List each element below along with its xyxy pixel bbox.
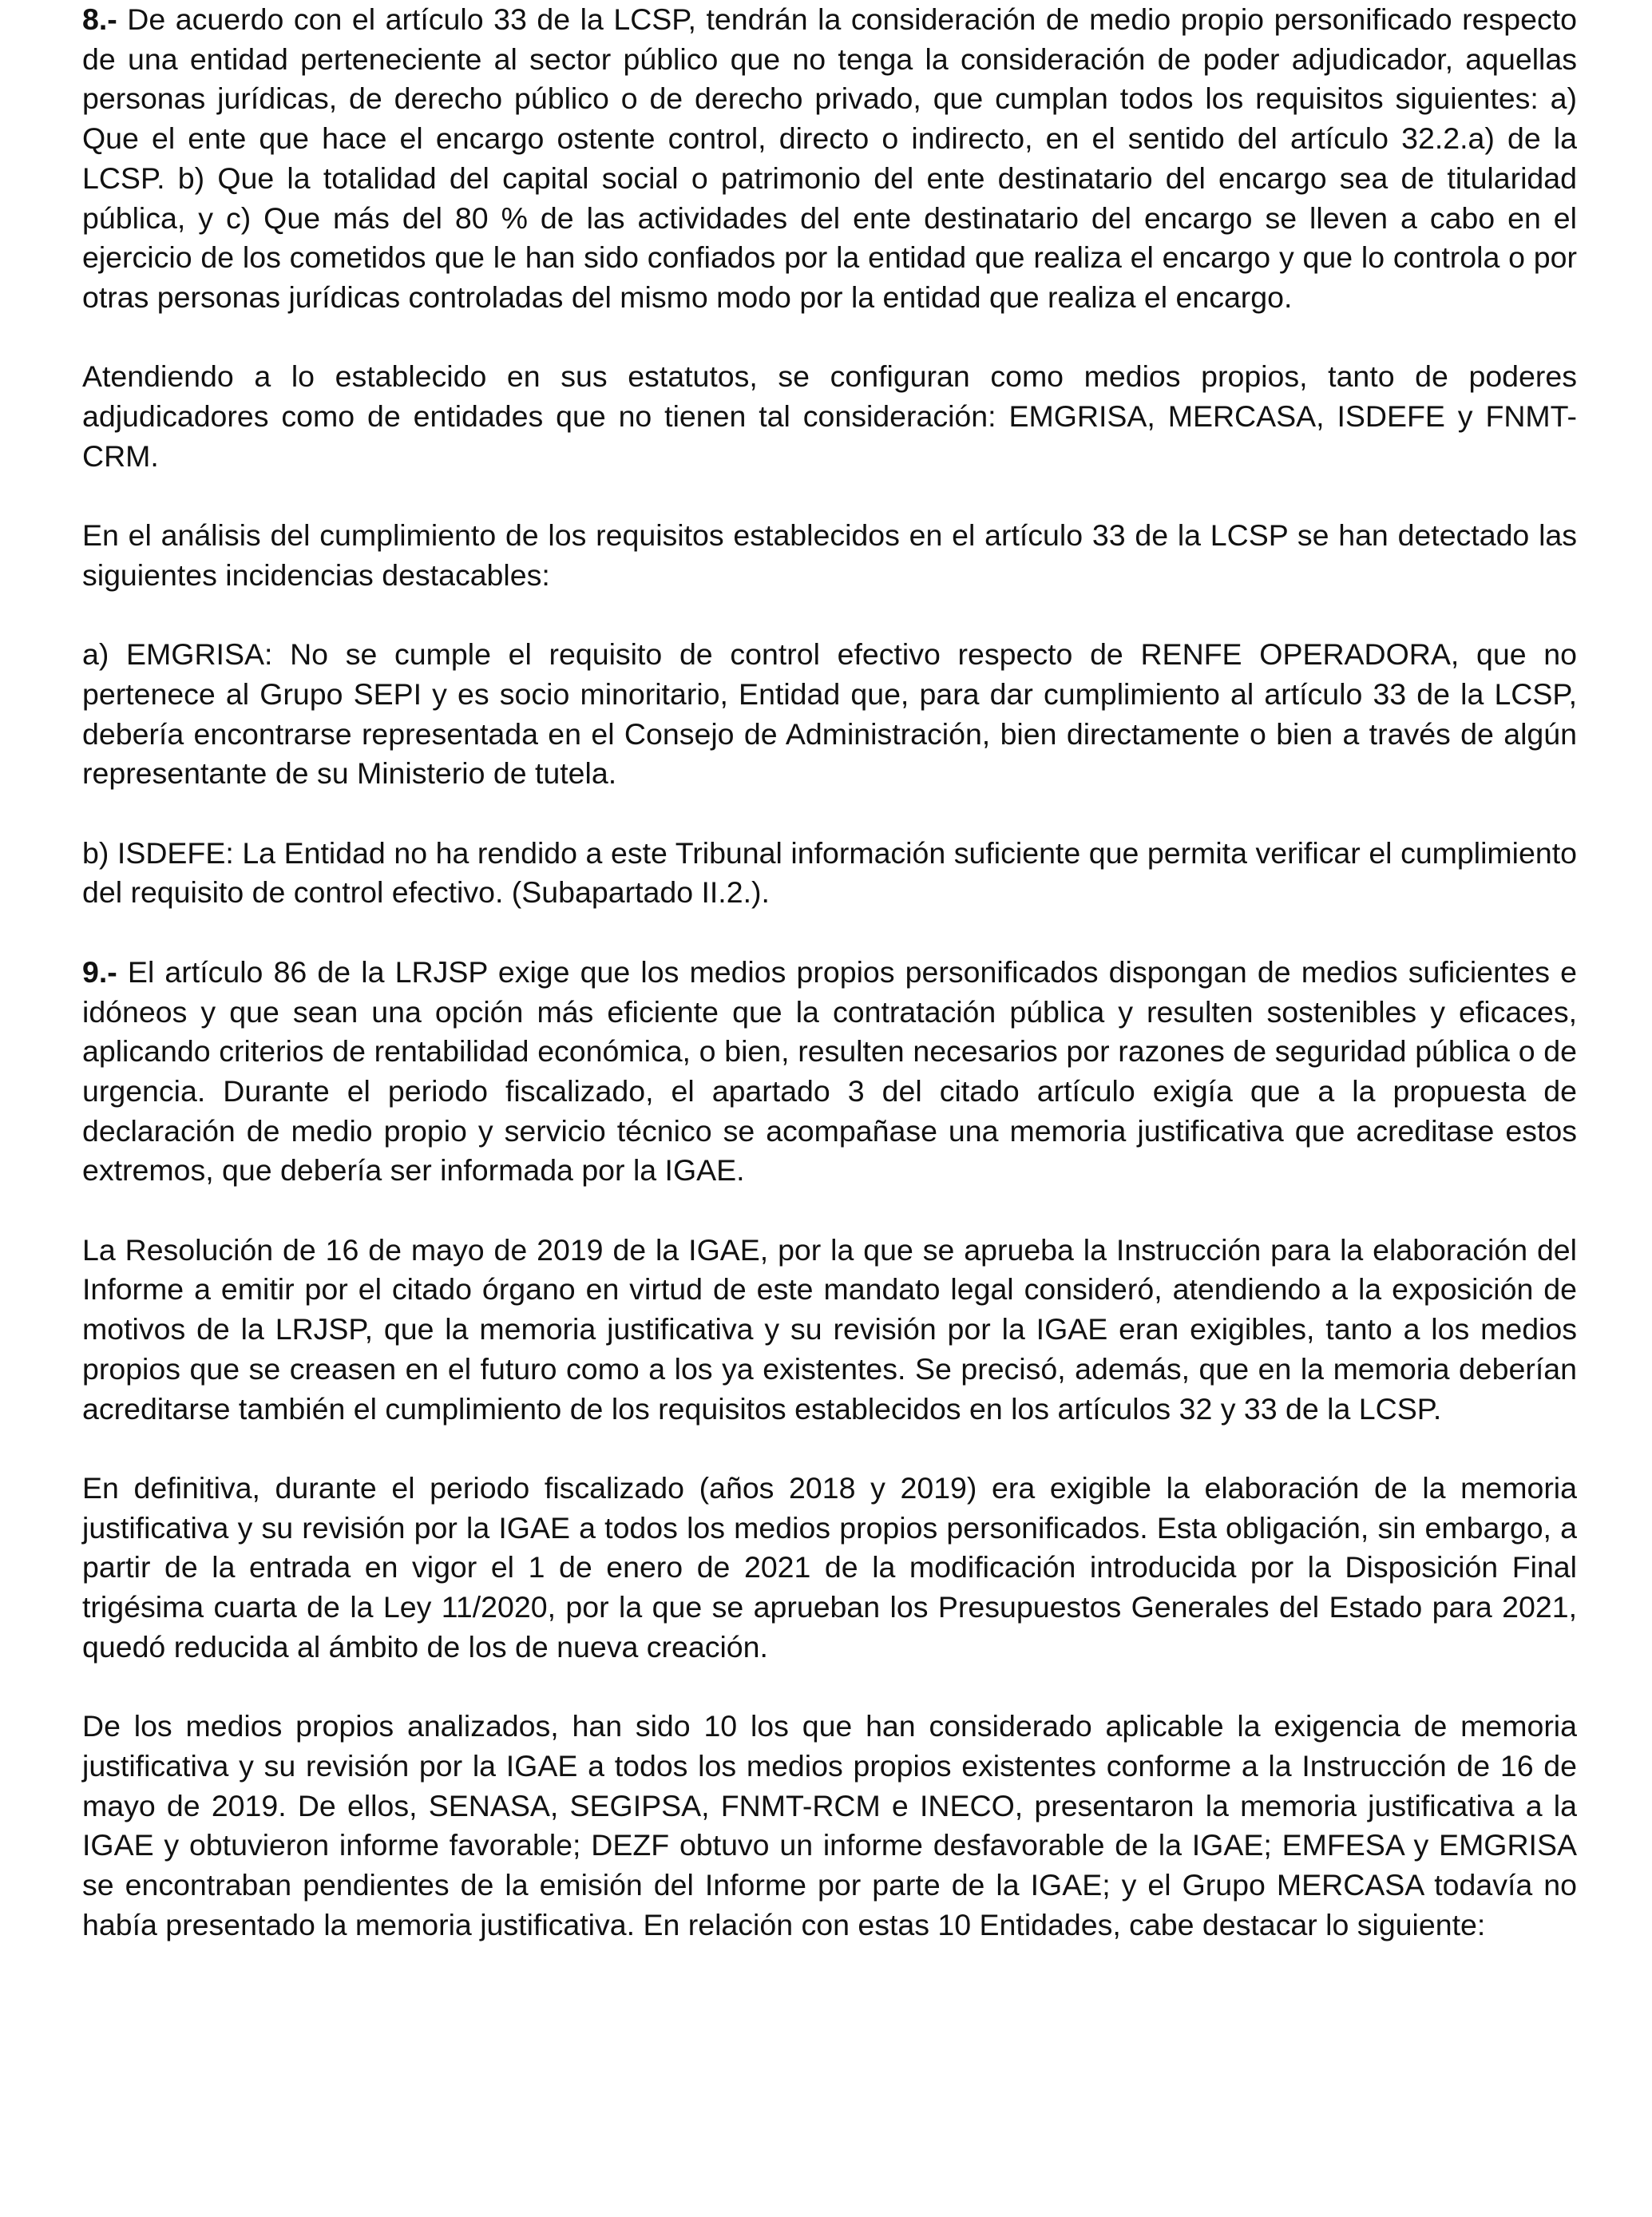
paragraph-8 (82, 0, 1577, 318)
paragraph-text: De los medios propios analizados, han sido 10 los que han considerado aplicable la exigencia de memoria justificativa y su revisión por la IGAE a todos los medios propios existentes conforme a la Instrucción de 16 de mayo de 2019. De ellos, SENASA, SEGIPSA, FNMT-RCM e INECO, presentaron la memoria justificativa a la IGAE y obtuvieron informe favorable; DEZF obtuvo un informe desfavorable de la IGAE; EMFESA y EMGRISA se encontraban pendientes de la emisión del Informe por parte de la IGAE; y el Grupo MERCASA todavía no había presentado la memoria justificativa. En relación con estas 10 Entidades, cabe destacar lo siguiente: (82, 1709, 1577, 1941)
paragraph-medios-propios (82, 357, 1577, 476)
paragraph-incidencias (82, 516, 1577, 595)
paragraph-text: Atendiendo a lo establecido en sus estatutos, se configuran como medios propios, tanto de poderes adjudicadores como de entidades que no tienen tal consideración: EMGRISA, MERCASA, ISDEFE y FNMT-CRM. (82, 359, 1577, 473)
paragraph-number: 8.- (82, 2, 117, 36)
paragraph-definitiva (82, 1469, 1577, 1668)
paragraph-text: De acuerdo con el artículo 33 de la LCSP, tendrán la consideración de medio propio personificado respecto de una entidad perteneciente al sector público que no tenga la consideración de poder adjudicador, aquellas personas jurídicas, de derecho público o de derecho privado, que cumplan todos los requisitos siguientes: a) Que el ente que hace el encargo ostente control, directo o indirecto, en el sentido del artículo 32.2.a) de la LCSP. b) Que la totalidad del capital social o patrimonio del ente destinatario del encargo sea de titularidad pública, y c) Que más del 80 % de las actividades del ente destinatario del encargo se lleven a cabo en el ejercicio de los cometidos que le han sido confiados por la entidad que realiza el encargo y que lo controla o por otras personas jurídicas controladas del mismo modo por la entidad que realiza el encargo. (82, 2, 1577, 314)
paragraph-number: 9.- (82, 954, 117, 989)
paragraph-text: En definitiva, durante el periodo fiscalizado (años 2018 y 2019) era exigible la elaboración de la memoria justificativa y su revisión por la IGAE a todos los medios propios personificados. Esta obligación, sin embargo, a partir de la entrada en vigor el 1 de enero de 2021 de la modificación introducida por la Disposición Final trigésima cuarta de la Ley 11/2020, por la que se aprueban los Presupuestos Generales del Estado para 2021, quedó reducida al ámbito de los de nueva creación. (82, 1470, 1577, 1664)
paragraph-isdefe (82, 834, 1577, 913)
paragraph-text: a) EMGRISA: No se cumple el requisito de control efectivo respecto de RENFE OPERADORA, que no pertenece al Grupo SEPI y es socio minoritario, Entidad que, para dar cumplimiento al artículo 33 de la LCSP, debería encontrarse representada en el Consejo de Administración, bien directamente o bien a través de algún representante de su Ministerio de tutela. (82, 637, 1577, 791)
paragraph-text: La Resolución de 16 de mayo de 2019 de la IGAE, por la que se aprueba la Instrucción para la elaboración del Informe a emitir por el citado órgano en virtud de este mandato legal consideró, atendiendo a la exposición de motivos de la LRJSP, que la memoria justificativa y su revisión por la IGAE eran exigibles, tanto a los medios propios que se creasen en el futuro como a los ya existentes. Se precisó, además, que en la memoria deberían acreditarse también el cumplimiento de los requisitos establecidos en los artículos 32 y 33 de la LCSP. (82, 1232, 1577, 1426)
paragraph-text: En el análisis del cumplimiento de los requisitos establecidos en el artículo 33 de la LCSP se han detectado las siguientes incidencias destacables: (82, 518, 1577, 592)
paragraph-text: b) ISDEFE: La Entidad no ha rendido a este Tribunal información suficiente que permita verificar el cumplimiento del requisito de control efectivo. (Subapartado II.2.). (82, 835, 1577, 910)
paragraph-resolucion (82, 1231, 1577, 1430)
paragraph-emgrisa (82, 635, 1577, 794)
paragraph-9 (82, 953, 1577, 1191)
document-page (82, 0, 1577, 1985)
paragraph-analizados (82, 1707, 1577, 1945)
paragraph-text: El artículo 86 de la LRJSP exige que los medios propios personificados dispongan de medios suficientes e idóneos y que sean una opción más eficiente que la contratación pública y resulten sostenibles y eficaces, aplicando criterios de rentabilidad económica, o bien, resulten necesarios por razones de seguridad pública o de urgencia. Durante el periodo fiscalizado, el apartado 3 del citado artículo exigía que a la propuesta de declaración de medio propio y servicio técnico se acompañase una memoria justificativa que acreditase estos extremos, que debería ser informada por la IGAE. (82, 954, 1577, 1188)
